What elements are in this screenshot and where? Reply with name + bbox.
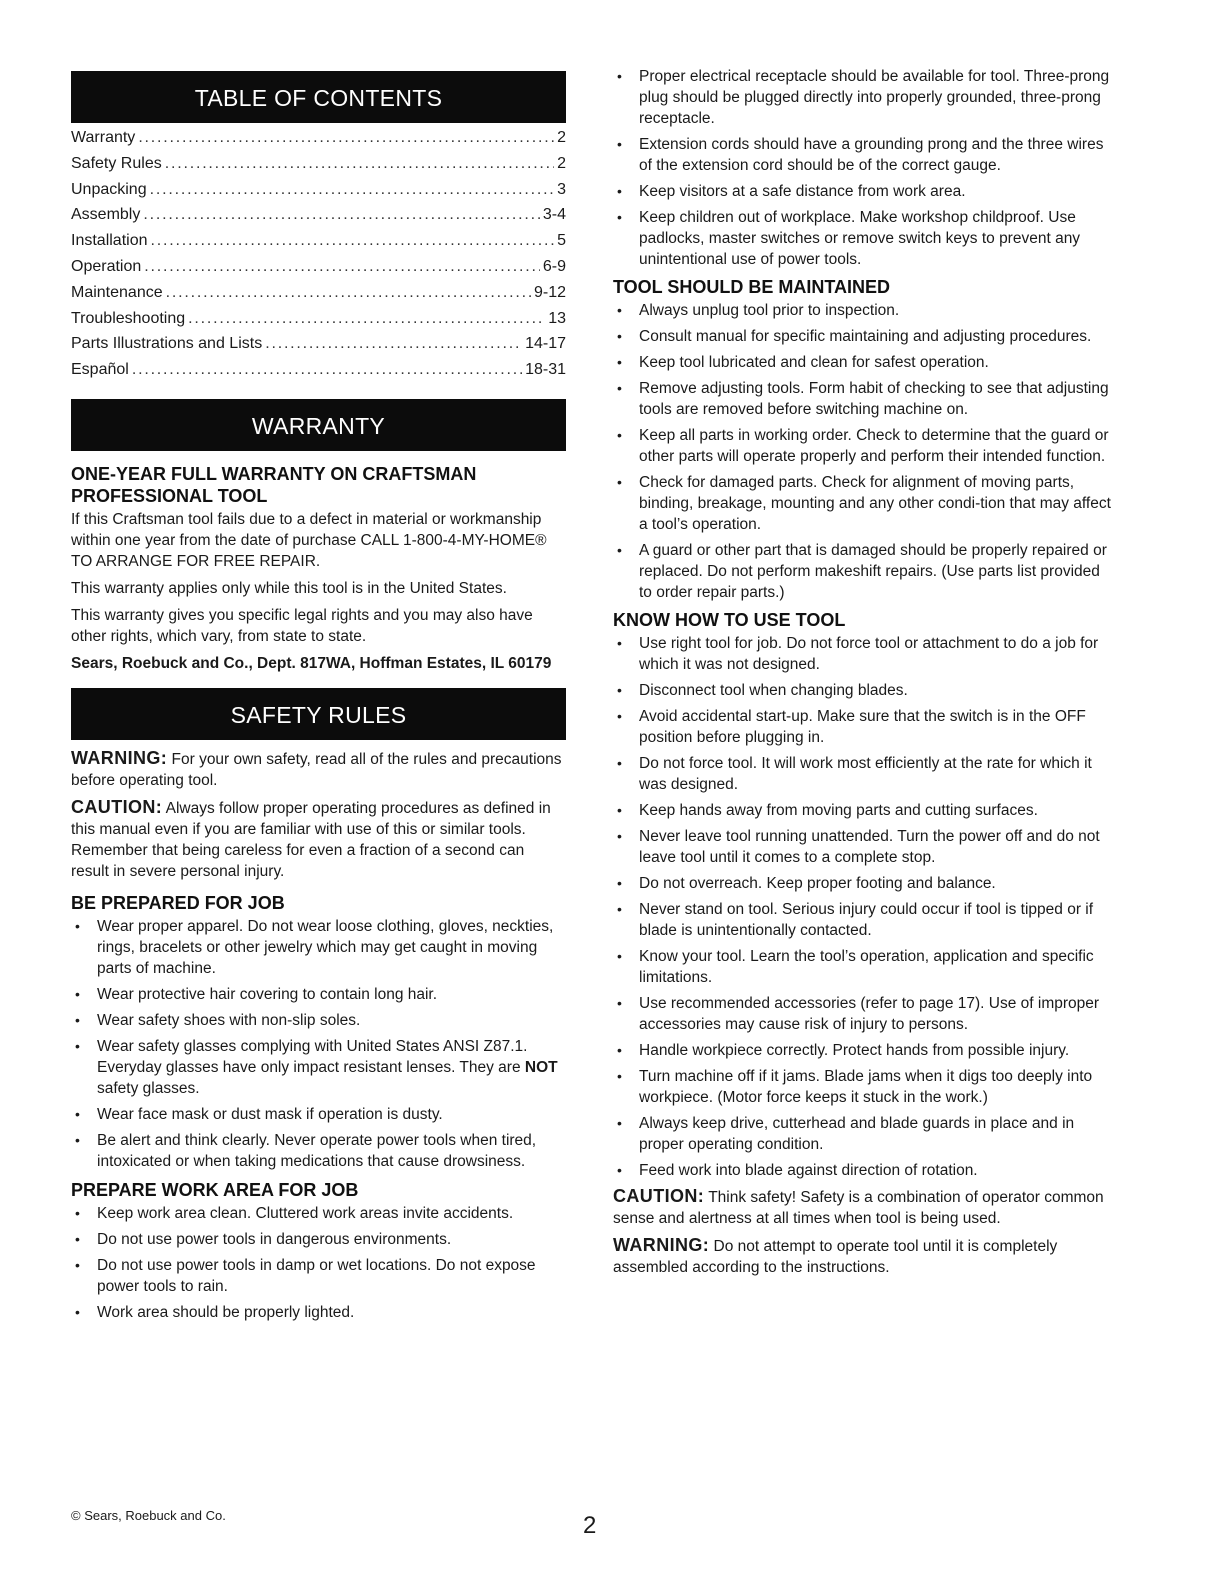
toc-entry[interactable] <box>71 335 566 361</box>
warranty-heading: ONE-YEAR FULL WARRANTY ON CRAFTSMAN PROFESSIONAL TOOL <box>71 463 477 506</box>
table-of-contents <box>71 129 566 387</box>
list-item: • Wear safety glasses complying with United States ANSI Z87.1. Everyday glasses have only impact resistant lenses. They are NOT safety glasses. <box>71 1036 566 1099</box>
warning-label: WARNING: <box>71 747 168 768</box>
warning-label: WARNING: <box>613 1235 710 1255</box>
toc-entry[interactable] <box>71 258 566 284</box>
toc-entry[interactable] <box>71 181 566 207</box>
safety-rules-banner: SAFETY RULES <box>71 688 566 740</box>
list-item: • Turn machine off if it jams. Blade jams when it digs too deeply into workpiece. (Motor force keeps it stuck in the work.) <box>613 1066 1113 1108</box>
list-item: • Consult manual for specific maintaining and adjusting procedures. <box>613 326 1113 347</box>
list-item: • Be alert and think clearly. Never operate power tools when tired, intoxicated or when taking medications that cause drowsiness. <box>71 1130 566 1172</box>
toc-entry[interactable] <box>71 155 566 181</box>
tool-maintained-heading: TOOL SHOULD BE MAINTAINED <box>613 277 891 297</box>
warning-paragraph: WARNING: For your own safety, read all of the rules and precautions before operating tool. <box>71 747 562 789</box>
toc-entry-label: Unpacking <box>71 180 147 198</box>
toc-entry-label: Warranty <box>71 129 136 146</box>
toc-entry-page: 6-9 <box>542 257 566 275</box>
page-number: 2 <box>583 1512 597 1539</box>
toc-entry[interactable] <box>71 284 566 310</box>
toc-entry[interactable] <box>71 361 566 387</box>
toc-entry[interactable] <box>71 206 566 232</box>
list-item: • Do not overreach. Keep proper footing and balance. <box>613 873 1113 894</box>
copyright-notice: © Sears, Roebuck and Co. <box>71 1508 226 1523</box>
list-item: • Never stand on tool. Serious injury could occur if tool is tipped or if blade is unintentionally contacted. <box>613 899 1113 941</box>
toc-entry-label: Safety Rules <box>71 154 162 172</box>
list-item: • Keep hands away from moving parts and cutting surfaces. <box>613 800 1113 821</box>
know-how-heading: KNOW HOW TO USE TOOL <box>613 610 846 630</box>
toc-entry[interactable] <box>71 232 566 258</box>
tool-maintained-list <box>613 300 1113 603</box>
toc-banner: TABLE OF CONTENTS <box>71 71 566 123</box>
list-item: • Always unplug tool prior to inspection. <box>613 300 1113 321</box>
toc-entry-page: 3-4 <box>542 206 566 224</box>
list-item: • Keep tool lubricated and clean for safest operation. <box>613 352 1113 373</box>
list-item: • Wear face mask or dust mask if operation is dusty. <box>71 1104 566 1125</box>
toc-entry-page: 5 <box>557 232 566 250</box>
caution-paragraph: CAUTION: Always follow proper operating procedures as defined in this manual even if you are familiar with use of this or similar tools. Remember that being careless for even a fraction of a second can result in severe personal injury. <box>71 796 551 880</box>
left-column <box>71 71 566 1328</box>
list-item: • Wear safety shoes with non-slip soles. <box>71 1010 566 1031</box>
know-how-list <box>613 633 1113 1181</box>
list-item: • Remove adjusting tools. Form habit of checking to see that adjusting tools are removed before switching machine on. <box>613 378 1113 420</box>
list-item: • Always keep drive, cutterhead and blade guards in place and in proper operating condition. <box>613 1113 1113 1155</box>
toc-entry-label: Maintenance <box>71 283 163 301</box>
toc-entry-page: 2 <box>557 154 566 172</box>
caution-label: CAUTION: <box>71 796 163 817</box>
toc-entry-page: 9-12 <box>533 283 566 301</box>
list-item: • Use recommended accessories (refer to page 17). Use of improper accessories may cause risk of injury to persons. <box>613 993 1113 1035</box>
list-item: • Keep children out of workplace. Make workshop childproof. Use padlocks, master switches or remove switch keys to prevent any unintentional use of power tools. <box>613 207 1113 270</box>
list-item: • Disconnect tool when changing blades. <box>613 680 1113 701</box>
toc-entry-page: 14-17 <box>525 335 566 353</box>
list-item: • Wear protective hair covering to contain long hair. <box>71 984 566 1005</box>
toc-entry-page: 13 <box>548 309 566 327</box>
list-item: • Do not use power tools in dangerous environments. <box>71 1229 566 1250</box>
list-item: • Wear proper apparel. Do not wear loose clothing, gloves, neckties, rings, bracelets or other jewelry which may get caught in moving parts of machine. <box>71 916 566 979</box>
list-item: • A guard or other part that is damaged should be properly repaired or replaced. Do not perform makeshift repairs. (Use parts list provided to order repair parts.) <box>613 540 1113 603</box>
warning-paragraph-2: WARNING: Do not attempt to operate tool until it is completely assembled according to the instructions. <box>613 1235 1058 1276</box>
list-item: • Handle workpiece correctly. Protect hands from possible injury. <box>613 1040 1113 1061</box>
be-prepared-heading: BE PREPARED FOR JOB <box>71 892 285 913</box>
list-item: • Never leave tool running unattended. Turn the power off and do not leave tool until it comes to a complete stop. <box>613 826 1113 868</box>
toc-entry-label: Parts Illustrations and Lists <box>71 335 263 353</box>
work-area-list <box>71 1203 566 1323</box>
caution-paragraph-2: CAUTION: Think safety! Safety is a combination of operator common sense and alertness at all times when tool is being used. <box>613 1186 1104 1227</box>
list-item: • Work area should be properly lighted. <box>71 1302 566 1323</box>
be-prepared-list <box>71 916 566 1172</box>
warranty-address: Sears, Roebuck and Co., Dept. 817WA, Hoffman Estates, IL 60179 <box>71 654 552 672</box>
toc-entry-page: 3 <box>557 180 566 198</box>
warranty-paragraph: If this Craftsman tool fails due to a defect in material or workmanship within one year from the date of purchase CALL 1-800-4-MY-HOME® TO ARRANGE FOR FREE REPAIR. <box>71 510 547 570</box>
warranty-paragraph: This warranty applies only while this tool is in the United States. <box>71 579 507 597</box>
toc-entry-label: Troubleshooting <box>71 309 186 327</box>
toc-entry[interactable] <box>71 129 566 155</box>
list-item: • Know your tool. Learn the tool’s operation, application and specific limitations. <box>613 946 1113 988</box>
toc-entry-page: 2 <box>557 129 566 146</box>
toc-entry-page: 18-31 <box>525 361 566 379</box>
work-area-list-continued <box>613 66 1113 270</box>
toc-entry-label: Español <box>71 361 129 379</box>
list-item: • Extension cords should have a grounding prong and the three wires of the extension cord should be of the correct gauge. <box>613 134 1113 176</box>
prepare-work-area-heading: PREPARE WORK AREA FOR JOB <box>71 1179 359 1200</box>
list-item: • Avoid accidental start-up. Make sure that the switch is in the OFF position before plugging in. <box>613 706 1113 748</box>
list-item: • Check for damaged parts. Check for alignment of moving parts, binding, breakage, mounting and any other condi-tion that may affect a tool’s operation. <box>613 472 1113 535</box>
list-item: • Do not use power tools in damp or wet locations. Do not expose power tools to rain. <box>71 1255 566 1297</box>
list-item: • Keep visitors at a safe distance from work area. <box>613 181 1113 202</box>
toc-entry-label: Installation <box>71 232 148 250</box>
toc-entry-label: Assembly <box>71 206 141 224</box>
warranty-banner: WARRANTY <box>71 399 566 451</box>
warranty-paragraph: This warranty gives you specific legal rights and you may also have other rights, which vary, from state to state. <box>71 606 533 645</box>
right-column <box>613 66 1113 1278</box>
list-item: • Feed work into blade against direction of rotation. <box>613 1160 1113 1181</box>
list-item: • Do not force tool. It will work most efficiently at the rate for which it was designed. <box>613 753 1113 795</box>
toc-entry-label: Operation <box>71 257 142 275</box>
toc-entry[interactable] <box>71 310 566 336</box>
list-item: • Keep work area clean. Cluttered work areas invite accidents. <box>71 1203 566 1224</box>
list-item: • Use right tool for job. Do not force tool or attachment to do a job for which it was not designed. <box>613 633 1113 675</box>
list-item: • Proper electrical receptacle should be available for tool. Three-prong plug should be plugged directly into properly grounded, three-prong receptacle. <box>613 66 1113 129</box>
caution-label: CAUTION: <box>613 1186 705 1206</box>
list-item: • Keep all parts in working order. Check to determine that the guard or other parts will operate properly and perform their intended function. <box>613 425 1113 467</box>
